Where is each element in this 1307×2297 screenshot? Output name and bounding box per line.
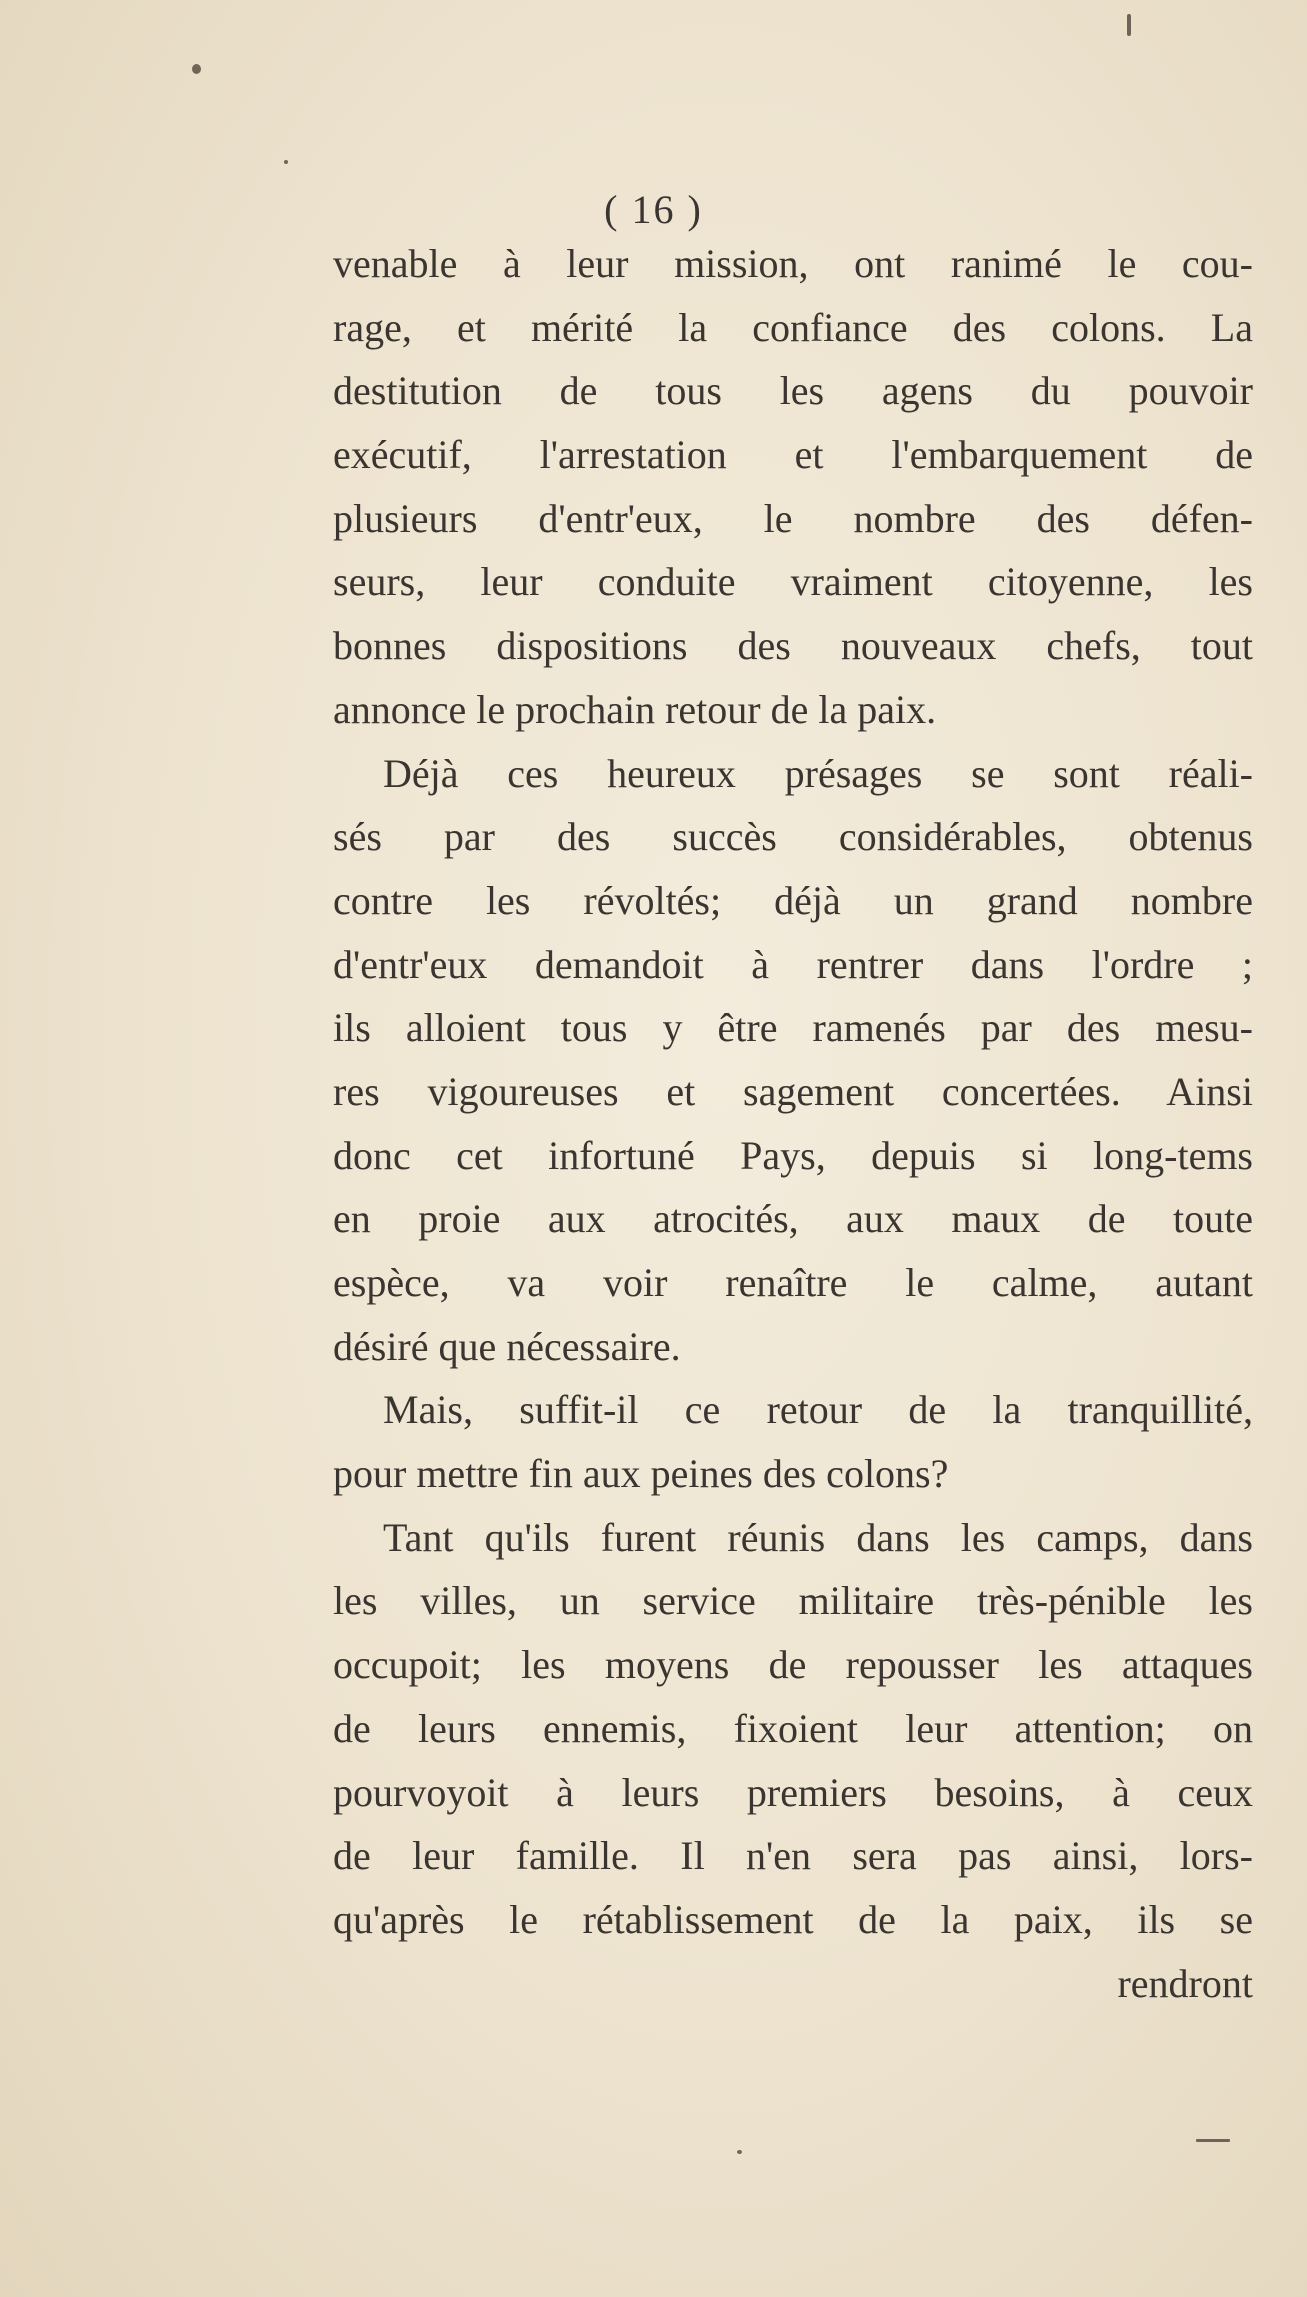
text-line: destitution de tous les agens du pouvoir	[333, 368, 1253, 414]
text-line: plusieurs d'entr'eux, le nombre des défen-	[333, 495, 1253, 541]
text-line: res vigoureuses et sagement concertées. Ainsi	[333, 1068, 1253, 1114]
text-line: pourvoyoit à leurs premiers besoins, à ceux	[333, 1769, 1253, 1815]
text-line: pour mettre fin aux peines des colons?	[333, 1451, 949, 1497]
body-text	[333, 232, 1253, 2015]
text-line: désiré que nécessaire.	[333, 1323, 681, 1369]
text-line: Mais, suffit-il ce retour de la tranquillité,	[383, 1387, 1253, 1433]
text-line: rage, et mérité la confiance des colons. La	[333, 304, 1253, 350]
text-line: en proie aux atrocités, aux maux de toute	[333, 1196, 1253, 1242]
text-line: annonce le prochain retour de la paix.	[333, 686, 937, 732]
text-line: venable à leur mission, ont ranimé le cou-	[333, 241, 1253, 286]
text-line: ils alloient tous y être ramenés par des mesu-	[333, 1005, 1253, 1051]
text-line: seurs, leur conduite vraiment citoyenne, les	[333, 559, 1253, 605]
text-line: Déjà ces heureux présages se sont réali-	[383, 750, 1253, 796]
paper-speck	[737, 2150, 742, 2154]
text-line: donc cet infortuné Pays, depuis si long-tems	[333, 1132, 1253, 1178]
text-line: contre les révoltés; déjà un grand nombre	[333, 877, 1253, 923]
paper-speck	[284, 160, 288, 164]
text-line: exécutif, l'arrestation et l'embarquement de	[333, 432, 1253, 478]
text-line: sés par des succès considérables, obtenus	[333, 814, 1253, 860]
text-line: d'entr'eux demandoit à rentrer dans l'ordre ;	[333, 941, 1253, 987]
page-number: ( 16 )	[604, 187, 703, 232]
text-line: de leur famille. Il n'en sera pas ainsi, lors-	[333, 1833, 1253, 1879]
paper-speck	[1196, 2139, 1230, 2142]
text-line: Tant qu'ils furent réunis dans les camps, dans	[383, 1514, 1253, 1560]
text-line: occupoit; les moyens de repousser les attaques	[333, 1642, 1253, 1688]
text-line: bonnes dispositions des nouveaux chefs, tout	[333, 623, 1253, 669]
paper-speck	[1127, 14, 1131, 36]
text-line: qu'après le rétablissement de la paix, ils se	[333, 1896, 1253, 1942]
text-line: espèce, va voir renaître le calme, autant	[333, 1260, 1253, 1305]
paper-speck	[192, 64, 201, 74]
catchword: rendront	[1117, 1960, 1253, 2006]
text-line: de leurs ennemis, fixoient leur attention; on	[333, 1705, 1253, 1751]
text-line: les villes, un service militaire très-pénible les	[333, 1578, 1253, 1624]
